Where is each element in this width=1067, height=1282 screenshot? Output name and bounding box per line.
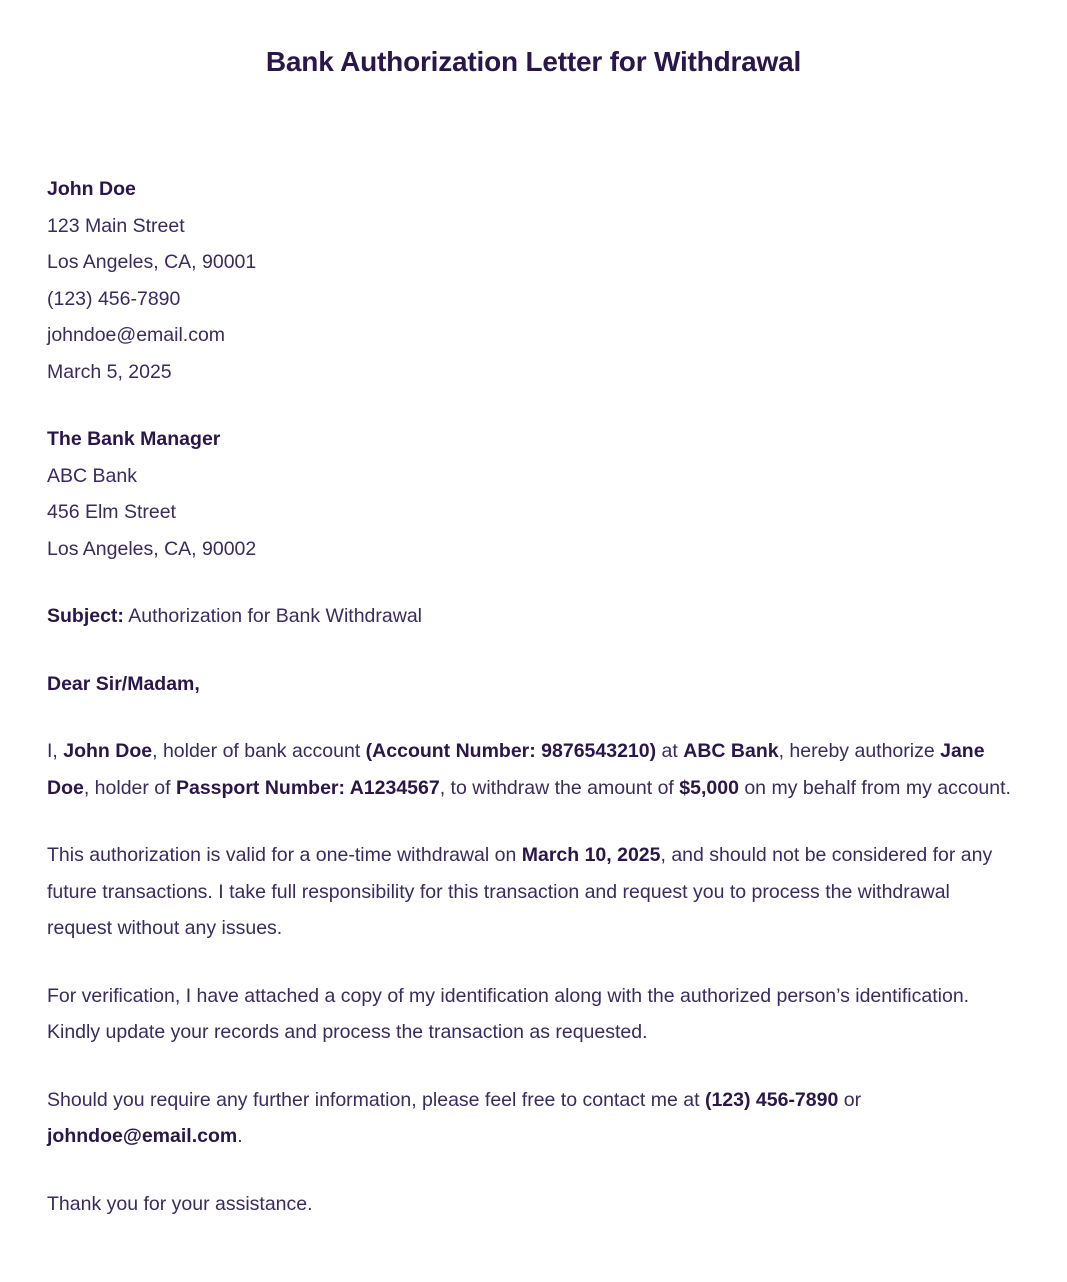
sender-block — [47, 171, 1020, 390]
body-paragraph-3 — [47, 978, 1020, 1051]
recipient-organization: ABC Bank — [47, 464, 137, 487]
text-run: (Account Number: 9876543210) — [365, 740, 657, 763]
sender-street: 123 Main Street — [47, 214, 185, 237]
body-paragraph-4 — [47, 1082, 1020, 1155]
recipient-title: The Bank Manager — [47, 428, 221, 451]
text-run: , holder of — [83, 776, 176, 799]
recipient-city: Los Angeles, CA, 90002 — [47, 537, 257, 560]
text-run: March 10, 2025 — [521, 844, 661, 867]
text-run: on my behalf from my account. — [738, 776, 1011, 799]
recipient-street: 456 Elm Street — [47, 501, 176, 524]
page-title: Bank Authorization Letter for Withdrawal — [265, 46, 802, 77]
recipient-block — [47, 421, 1020, 567]
text-run: For verification, I have attached a copy of my identification along with the authorized person’s identification. Kindly update your records and process the transaction as requested. — [47, 984, 970, 1044]
text-run: ABC Bank — [683, 740, 779, 763]
text-run: I, — [47, 740, 64, 763]
sender-city: Los Angeles, CA, 90001 — [47, 251, 257, 274]
letter-date: March 5, 2025 — [47, 360, 172, 383]
text-run: or — [838, 1088, 862, 1111]
subject-line — [47, 598, 1020, 635]
text-run: (123) 456-7890 — [704, 1088, 839, 1111]
body-paragraph-2 — [47, 837, 1020, 947]
text-run: johndoe@email.com — [47, 1125, 238, 1148]
text-run: John Doe — [63, 740, 153, 763]
sender-name: John Doe — [47, 178, 136, 201]
text-run: Passport Number: A1234567 — [175, 776, 440, 799]
salutation: Dear Sir/Madam, — [47, 672, 200, 695]
text-run: , and should not be considered for any future transactions. I take full responsibility for this transaction and request you to process the withdrawal request without any issues. — [47, 844, 993, 940]
text-run: This authorization is valid for a one-time withdrawal on — [47, 844, 522, 867]
sender-email: johndoe@email.com — [47, 324, 226, 347]
text-run: Should you require any further information, please feel free to contact me at — [47, 1088, 705, 1111]
text-run: . — [237, 1125, 243, 1148]
closing-line: Thank you for your assistance. — [47, 1192, 313, 1215]
text-run: Authorization for Bank Withdrawal — [123, 605, 422, 628]
text-run: Subject: — [47, 605, 124, 628]
text-run: $5,000 — [679, 776, 739, 799]
text-run: Jane Doe — [47, 740, 985, 799]
text-run: , to withdraw the amount of — [439, 776, 680, 799]
body-paragraph-1 — [47, 733, 1020, 806]
sender-phone: (123) 456-7890 — [47, 287, 181, 310]
text-run: , hereby authorize — [778, 740, 941, 763]
text-run: , holder of bank account — [152, 740, 366, 763]
text-run: at — [656, 740, 684, 763]
